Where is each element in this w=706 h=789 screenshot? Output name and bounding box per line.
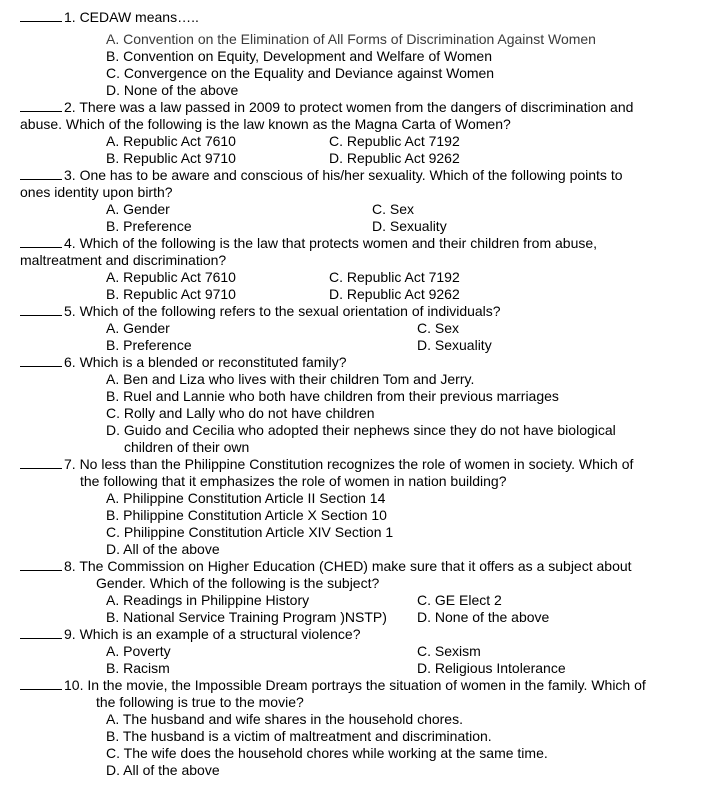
option: C. Republic Act 7192 — [329, 133, 460, 149]
question-1-stem: 1. CEDAW means….. — [20, 9, 199, 26]
option: A. Philippine Constitution Article II Section 14 — [106, 490, 386, 506]
option: A. Gender — [106, 201, 170, 217]
answer-blank-4[interactable] — [20, 235, 62, 248]
option: D. All of the above — [106, 762, 220, 778]
option: D. Sexuality — [372, 218, 447, 234]
question-8-stem: 8. The Commission on Higher Education (CHED) make sure that it offers as a subject about — [20, 558, 632, 575]
answer-blank-10[interactable] — [20, 677, 62, 690]
question-3-stem: 3. One has to be aware and conscious of his/her sexuality. Which of the following points to — [20, 167, 623, 184]
question-4-stem: 4. Which of the following is the law that protects women and their children from abuse, — [20, 235, 597, 252]
option: A. Republic Act 7610 — [106, 133, 236, 149]
question-5-stem: 5. Which of the following refers to the sexual orientation of individuals? — [20, 303, 501, 320]
question-7-stem-cont: the following that it emphasizes the role of women in nation building? — [80, 473, 507, 489]
option: A. Poverty — [106, 643, 171, 659]
question-9-stem: 9. Which is an example of a structural violence? — [20, 626, 360, 643]
answer-blank-5[interactable] — [20, 303, 62, 316]
question-10-stem-cont: the following is true to the movie? — [96, 694, 304, 710]
option-cont: children of their own — [124, 439, 250, 455]
question-2-stem-cont: abuse. Which of the following is the law known as the Magna Carta of Women? — [20, 116, 511, 132]
option: B. Republic Act 9710 — [106, 286, 236, 302]
question-2-stem: 2. There was a law passed in 2009 to protect women from the dangers of discrimination and — [20, 99, 633, 116]
answer-blank-3[interactable] — [20, 167, 62, 180]
option: B. Racism — [106, 660, 170, 676]
option: D. Republic Act 9262 — [329, 286, 460, 302]
option: C. Rolly and Lally who do not have children — [106, 405, 375, 421]
option: C. The wife does the household chores while working at the same time. — [106, 745, 548, 761]
answer-blank-7[interactable] — [20, 456, 62, 469]
option: A. Republic Act 7610 — [106, 269, 236, 285]
option: A. Readings in Philippine History — [106, 592, 310, 608]
question-6-stem: 6. Which is a blended or reconstituted family? — [20, 354, 346, 371]
question-3-stem-cont: ones identity upon birth? — [20, 184, 173, 200]
option: D. None of the above — [417, 609, 550, 625]
option: A. Ben and Liza who lives with their children Tom and Jerry. — [106, 371, 475, 387]
option: B. The husband is a victim of maltreatment and discrimination. — [106, 728, 492, 744]
option: B. Preference — [106, 218, 192, 234]
option: D. None of the above — [106, 82, 239, 98]
question-10-stem: 10. In the movie, the Impossible Dream portrays the situation of women in the family. Which of — [20, 677, 646, 694]
option: C. Sex — [372, 201, 415, 217]
answer-blank-8[interactable] — [20, 558, 62, 571]
question-7-stem: 7. No less than the Philippine Constitution recognizes the role of women in society. Which of — [20, 456, 633, 473]
option: C. Philippine Constitution Article XIV Section 1 — [106, 524, 394, 540]
option: D. Sexuality — [417, 337, 492, 353]
answer-blank-1[interactable] — [20, 9, 62, 22]
option: C. Convergence on the Equality and Deviance against Women — [106, 65, 495, 81]
option: D. Religious Intolerance — [417, 660, 566, 676]
option: C. Republic Act 7192 — [329, 269, 460, 285]
option: D. Guido and Cecilia who adopted their nephews since they do not have biological — [106, 422, 616, 438]
answer-blank-6[interactable] — [20, 354, 62, 367]
option: B. Republic Act 9710 — [106, 150, 236, 166]
option: B. Preference — [106, 337, 192, 353]
answer-blank-9[interactable] — [20, 626, 62, 639]
option: D. Republic Act 9262 — [329, 150, 460, 166]
question-8-stem-cont: Gender. Which of the following is the subject? — [96, 575, 380, 591]
option: C. Sexism — [417, 643, 481, 659]
question-4-stem-cont: maltreatment and discrimination? — [20, 252, 227, 268]
option: A. The husband and wife shares in the household chores. — [106, 711, 463, 727]
option: A. Gender — [106, 320, 170, 336]
option: B. Convention on Equity, Development and Welfare of Women — [106, 48, 492, 64]
option: B. Ruel and Lannie who both have children from their previous marriages — [106, 388, 559, 404]
option: A. Convention on the Elimination of All Forms of Discrimination Against Women — [106, 31, 596, 47]
option: D. All of the above — [106, 541, 220, 557]
option: C. GE Elect 2 — [417, 592, 502, 608]
option: B. Philippine Constitution Article X Section 10 — [106, 507, 387, 523]
answer-blank-2[interactable] — [20, 99, 62, 112]
option: C. Sex — [417, 320, 460, 336]
option: B. National Service Training Program )NSTP) — [106, 609, 387, 625]
